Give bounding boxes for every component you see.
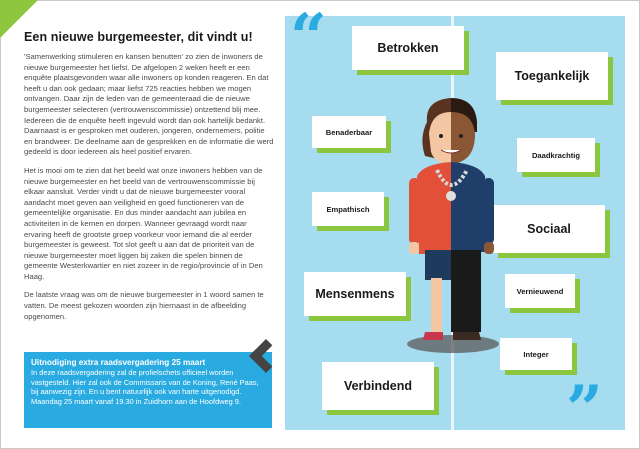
invite-title: Uitnodiging extra raadsvergadering 25 maart xyxy=(31,358,206,367)
invite-text: In deze raadsvergadering zal de profielschets officieel worden vastgesteld. Hier zal ook de Commissaris van de Koning, René Paas, bij aanwezig zijn. En u bent natuurlijk ook van harte uitgenodigd. Maandag 25 maart vanaf 19.30 in Zuidhorn aan de Hoofdweg 9. xyxy=(31,368,259,406)
word-verbindend: Verbindend xyxy=(322,362,434,410)
article-paragraph-2: Het is mooi om te zien dat het beeld wat onze inwoners hebben van de nieuwe burgemeester en het beeld van de vertrouwenscommissie bij elkaar aansluit. Verder vindt u dat de nieuwe burgemeester vooral aandacht moet geven aan veiligheid en goed functioneren van de gemeentelijke organisatie. En dus minder aandacht aan jubilea en activiteiten in de kernen en dorpen. Wanneer gevraagd wordt naar ervaring heeft de grootste groep voorkeur voor iemand die al eerder burgemeester is geweest. Tot slot geeft u aan dat de prioriteit van de nieuwe burgemeester moet liggen bij zaken die spelen binnen de gemeente Westerkwartier en niet zozeer in de regio/provincie of in Den Haag. xyxy=(24,165,263,281)
word-sociaal: Sociaal xyxy=(493,205,605,253)
word-betrokken: Betrokken xyxy=(352,26,464,70)
word-vernieuwend: Vernieuwend xyxy=(505,274,575,308)
word-integer: Integer xyxy=(500,338,572,370)
man-half xyxy=(451,98,494,340)
word-daadkrachtig: Daadkrachtig xyxy=(517,138,595,172)
article-paragraph-3: De laatste vraag was om de nieuwe burgemeester in 1 woord samen te vatten. De meest gekozen woorden zijn hiernaast in de afbeelding opgenomen. xyxy=(24,290,264,321)
open-quote-icon: “ xyxy=(290,0,327,75)
invite-box xyxy=(24,352,272,428)
close-quote-icon: ” xyxy=(566,372,603,447)
woman-half xyxy=(409,98,451,340)
word-empathisch: Empathisch xyxy=(312,192,384,226)
mayor-illustration xyxy=(395,92,513,354)
word-toegankelijk: Toegankelijk xyxy=(496,52,608,100)
word-mensenmens: Mensenmens xyxy=(304,272,406,316)
article-column xyxy=(24,30,274,330)
article-title: Een nieuwe burgemeester, dit vindt u! xyxy=(24,30,253,44)
article-paragraph-1: 'Samenwerking stimuleren en kansen benutten' zo zien de inwoners de nieuwe burgemeester het liefst. De afgelopen 2 weken heeft er een enquête plaatsgevonden waar alle inwoners op konden reageren. En dat heeft u dan ook gedaan; maar liefst 725 reacties hebben we mogen ontvangen. Daar zijn de leden van de gemeenteraad die de nieuwe burgemeester selecteren (vertrouwenscommissie) ontzettend blij mee. Iedereen die de enquête heeft ingevuld wordt dan ook hartelijk bedankt. Daarnaast is er gesproken met ouderen, jongeren, ondernemers, politie en brandweer. De deelname aan de gesprekken en de informatie die werd gedeeld is door iedereen als heel positief ervaren. xyxy=(24,52,274,157)
word-benaderbaar: Benaderbaar xyxy=(312,116,386,148)
